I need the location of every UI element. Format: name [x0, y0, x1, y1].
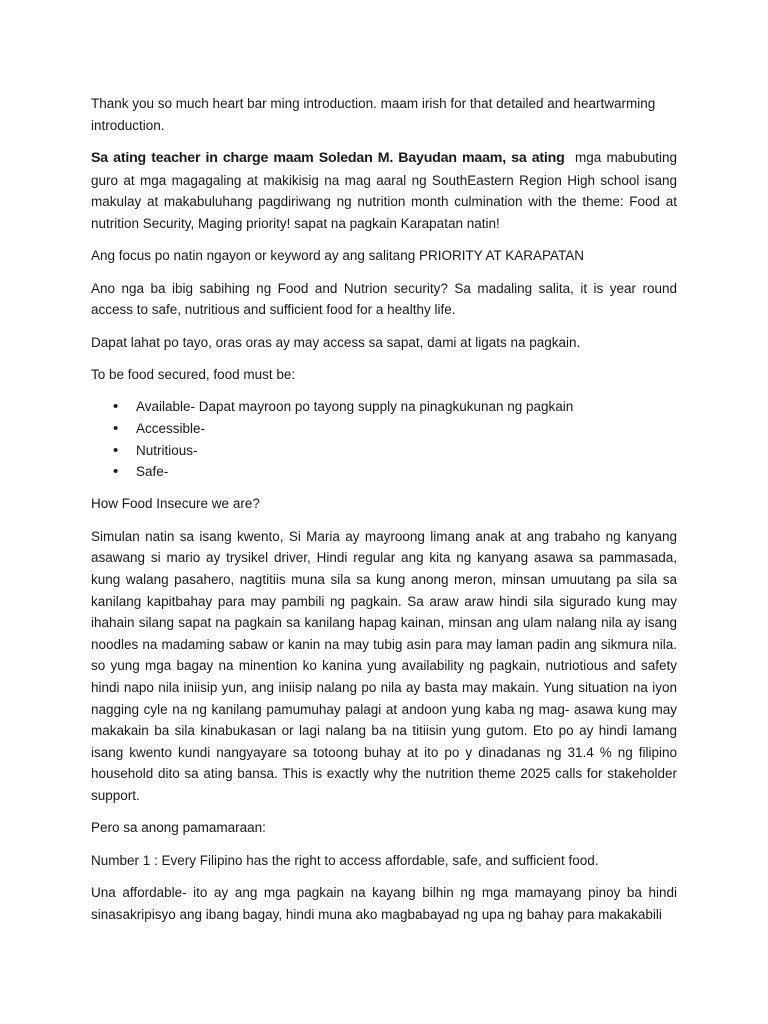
list-item: • Available- Dapat mayroon po tayong supply na pinagkukunan ng pagkain [91, 396, 677, 418]
method-paragraph: Pero sa anong pamamaraan: [91, 820, 266, 836]
document-page [91, 93, 681, 936]
access-paragraph: Dapat lahat po tayo, oras oras ay may access sa sapat, dami at ligats na pagkain. [91, 334, 581, 350]
list-item: • Accessible- [91, 418, 677, 440]
focus-keyword-paragraph: Ang focus po natin ngayon or keyword ay ang salitang PRIORITY AT KARAPATAN [91, 248, 585, 264]
food-insecure-question: How Food Insecure we are? [91, 496, 260, 512]
food-secured-heading: To be food secured, food must be: [91, 366, 296, 382]
greeting-paragraph [91, 147, 681, 234]
number-one-paragraph: Number 1 : Every Filipino has the right to access affordable, safe, and sufficient food. [91, 852, 599, 868]
affordable-paragraph: Una affordable- ito ay ang mga pagkain na kayang bilhin ng mga mamayang pinoy ba hindi sinasakripisyo ang ibang bagay, hindi muna ako magbabayad ng upa ng bahay para makakabili [91, 885, 677, 922]
list-item: • Nutritious- [91, 440, 677, 462]
food-criteria-list [91, 396, 677, 482]
greeting-bold-text: Sa ating teacher in charge maam Soledan M. Bayudan maam, sa ating [91, 149, 565, 166]
list-item: • Safe- [91, 461, 677, 483]
definition-paragraph: Ano nga ba ibig sabihing ng Food and Nutrion security? Sa madaling salita, it is year round access to safe, nutritious and sufficient food for a healthy life. [91, 280, 677, 318]
maria-story-paragraph: Simulan natin sa isang kwento, Si Maria ay mayroong limang anak at ang trabaho ng kanyang asawang si mario ay trysikel driver, Hindi regular ang kita ng kanyang asawa sa pammasada, kung walang pasahero, nagtitiis muna sila sa kung anong meron, minsan umuutang pa sila sa kanilang kapitbahay para may pambili ng pagkain. Sa araw araw hindi sila sigurado kung may ihahain silang sapat na pagkain sa kanilang hapag kainan, minsan ang ulam nalang nila ay isang noodles na madaming sabaw or kanin na may tubig asin para may laman padin ang sikmura nila. so yung mga bagay na minention ko kanina yung availability ng pagkain, nutriotious and safety hindi napo nila iniisip yun, ang iniisip nalang po nila ay basta may makain. Yung situation na iyon nagging cyle na ng kanilang pamumuhay palagi at andoon yung kaba ng mag- asawa kung may makakain ba sila kinabukasan or lagi nalang ba na titiisin yung gutom. Eto po ay hindi lamang isang kwento kundi nangyayare sa totoong buhay at ito po y dinadanas ng 31.4 % ng filipino household dito sa ating bansa. This is exactly why the nutrition theme 2025 calls for stakeholder support. [91, 528, 677, 803]
intro-thanks-paragraph: Thank you so much heart bar ming introduction. maam irish for that detailed and heartwarming introduction. [91, 96, 656, 133]
greeting-rest-text: mga mabubuting guro at mga magagaling at makikisig na mag aaral ng SouthEastern Region High school isang makulay at makabuluhang pagdiriwang ng nutrition month culmination with the theme: Food at nutrition Security, Maging priority! sapat na pagkain Karapatan natin! [91, 149, 681, 231]
